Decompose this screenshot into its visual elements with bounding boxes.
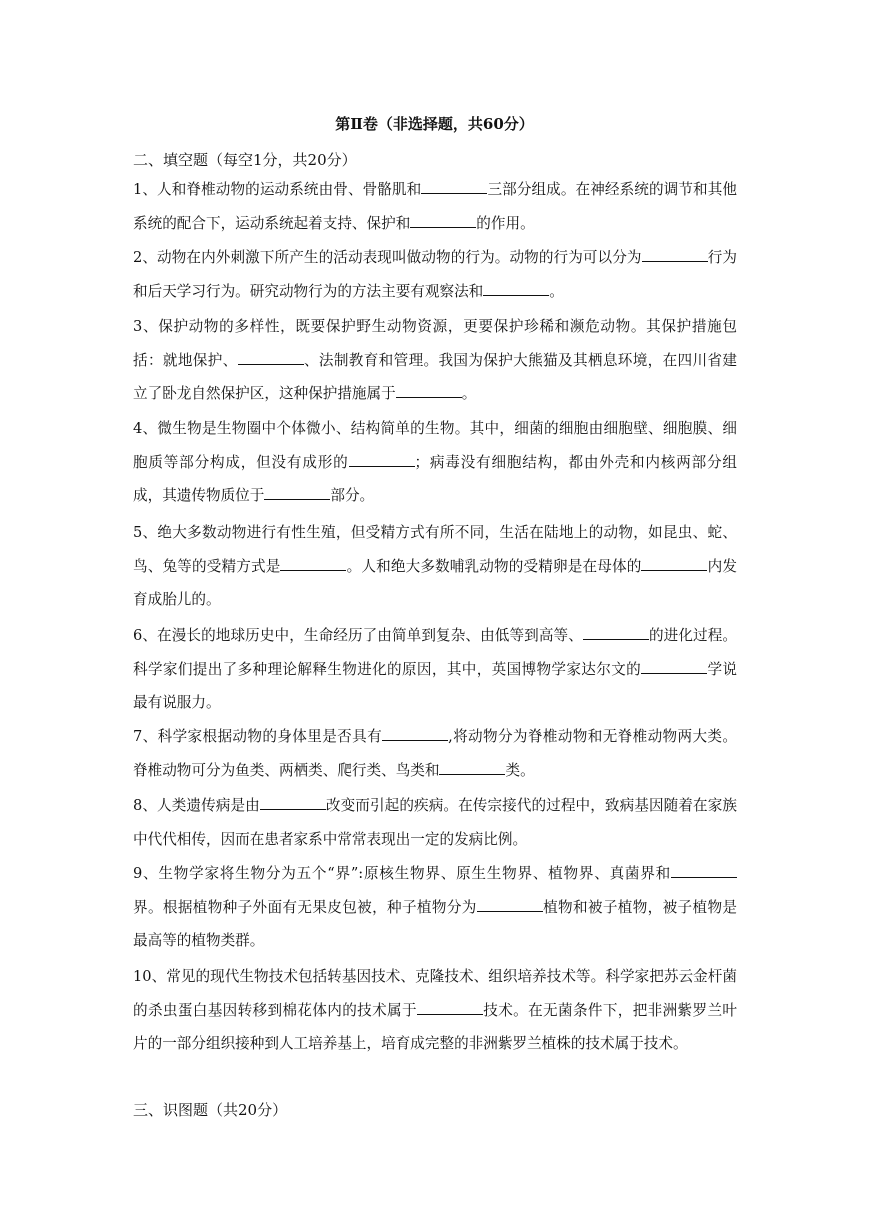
question-9 xyxy=(133,857,737,958)
question-text: 6、在漫长的地球历史中，生命经历了由简单到复杂、由低等到高等、 xyxy=(133,627,583,644)
question-text: 。 xyxy=(549,282,564,300)
question-text: 植物和被子植物，被子植物是最高等的植物类群。 xyxy=(133,898,737,949)
answer-blank[interactable] xyxy=(280,555,346,571)
question-text: 、法制教育和管理。我国为保护大熊猫及其栖息环境，在四川省建立了卧龙自然保护区，这种保护措施属于 xyxy=(133,351,737,402)
question-8 xyxy=(133,789,737,856)
answer-blank[interactable] xyxy=(410,212,476,228)
question-text: 改变而引起的疾病。在传宗接代的过程中，致病基因随着在家族中代代相传，因而在患者家系中常常表现出一定的发病比例。 xyxy=(133,797,737,848)
answer-blank[interactable] xyxy=(396,382,462,398)
question-text: 的进化过程。科学家们提出了多种理论解释生物进化的原因，其中，英国博物学家达尔文的 xyxy=(133,627,737,678)
question-text: 类。 xyxy=(505,761,535,779)
question-text: ；病毒没有细胞结构，都由外壳和内核两部分组成，其遗传物质位于 xyxy=(133,453,737,504)
answer-blank[interactable] xyxy=(417,999,483,1015)
question-text: 技术。在无菌条件下，把非洲紫罗兰叶片的一部分组织接种到人工培养基上，培育成完整的非洲紫罗兰植株的技术属于技术。 xyxy=(133,1001,737,1052)
question-text: 三部分组成。在神经系统的调节和其他系统的配合下，运动系统起着支持、保护和 xyxy=(133,181,737,232)
question-text: 内发育成胎儿的。 xyxy=(133,557,737,608)
answer-blank[interactable] xyxy=(671,862,737,878)
question-text: 。人和绝大多数哺乳动物的受精卵是在母体的 xyxy=(346,557,642,575)
question-text: 行为和后天学习行为。研究动物行为的方法主要有观察法和 xyxy=(133,249,737,300)
paper-title: 第Ⅱ卷（非选择题，共60分） xyxy=(335,115,534,133)
answer-blank[interactable] xyxy=(641,555,707,571)
section-heading-diagram: 三、识图题（共20分） xyxy=(133,1101,288,1119)
question-7 xyxy=(133,720,737,787)
question-3 xyxy=(133,310,737,411)
question-text: 的作用。 xyxy=(476,214,535,232)
answer-blank[interactable] xyxy=(642,246,708,262)
question-1 xyxy=(133,173,737,240)
question-text: 2、动物在内外刺激下所产生的活动表现叫做动物的行为。动物的行为可以分为 xyxy=(133,249,642,266)
question-text: 。 xyxy=(461,385,477,402)
question-text: 7、科学家根据动物的身体里是否具有 xyxy=(133,728,383,745)
answer-blank[interactable] xyxy=(238,349,304,365)
question-text: 1、人和脊椎动物的运动系统由骨、骨骼肌和 xyxy=(133,181,422,198)
answer-blank[interactable] xyxy=(382,725,448,741)
question-5 xyxy=(133,516,737,617)
section-heading-fill-in: 二、填空题（每空1分，共20分） xyxy=(133,151,357,169)
question-text: 5、绝大多数动物进行有性生殖，但受精方式有所不同，生活在陆地上的动物，如昆虫、蛇、鸟、兔等的受精方式是 xyxy=(133,524,737,575)
question-text: 9、生物学家将生物分为五个“界”:原核生物界、原生生物界、植物界、真菌界和 xyxy=(133,865,671,882)
answer-blank[interactable] xyxy=(421,178,487,194)
question-text: 4、微生物是生物圈中个体微小、结构简单的生物。其中，细菌的细胞由细胞壁、细胞膜、细胞质等部分构成，但没有成形的 xyxy=(133,420,737,471)
question-6 xyxy=(133,619,737,720)
question-10 xyxy=(133,960,737,1061)
question-text: 学说最有说服力。 xyxy=(133,660,737,711)
question-text: 8、人类遗传病是由 xyxy=(133,797,260,814)
answer-blank[interactable] xyxy=(349,451,415,467)
answer-blank[interactable] xyxy=(439,759,505,775)
question-text: ,将动物分为脊椎动物和无脊椎动物两大类。脊椎动物可分为鱼类、两栖类、爬行类、鸟类和 xyxy=(133,728,737,779)
question-4 xyxy=(133,412,737,513)
answer-blank[interactable] xyxy=(641,658,707,674)
answer-blank[interactable] xyxy=(264,484,330,500)
question-text: 10、常见的现代生物技术包括转基因技术、克隆技术、组织培养技术等。科学家把苏云金杆菌的杀虫蛋白基因转移到棉花体内的技术属于 xyxy=(133,968,737,1019)
answer-blank[interactable] xyxy=(483,280,549,296)
question-text: 部分。 xyxy=(330,487,375,504)
question-text: 界。根据植物种子外面有无果皮包被，种子植物分为 xyxy=(133,898,477,916)
answer-blank[interactable] xyxy=(260,794,326,810)
question-2 xyxy=(133,241,737,308)
answer-blank[interactable] xyxy=(477,896,543,912)
answer-blank[interactable] xyxy=(583,624,649,640)
question-text: 3、保护动物的多样性，既要保护野生动物资源，更要保护珍稀和濒危动物。其保护措施包括：就地保护、 xyxy=(133,318,737,369)
